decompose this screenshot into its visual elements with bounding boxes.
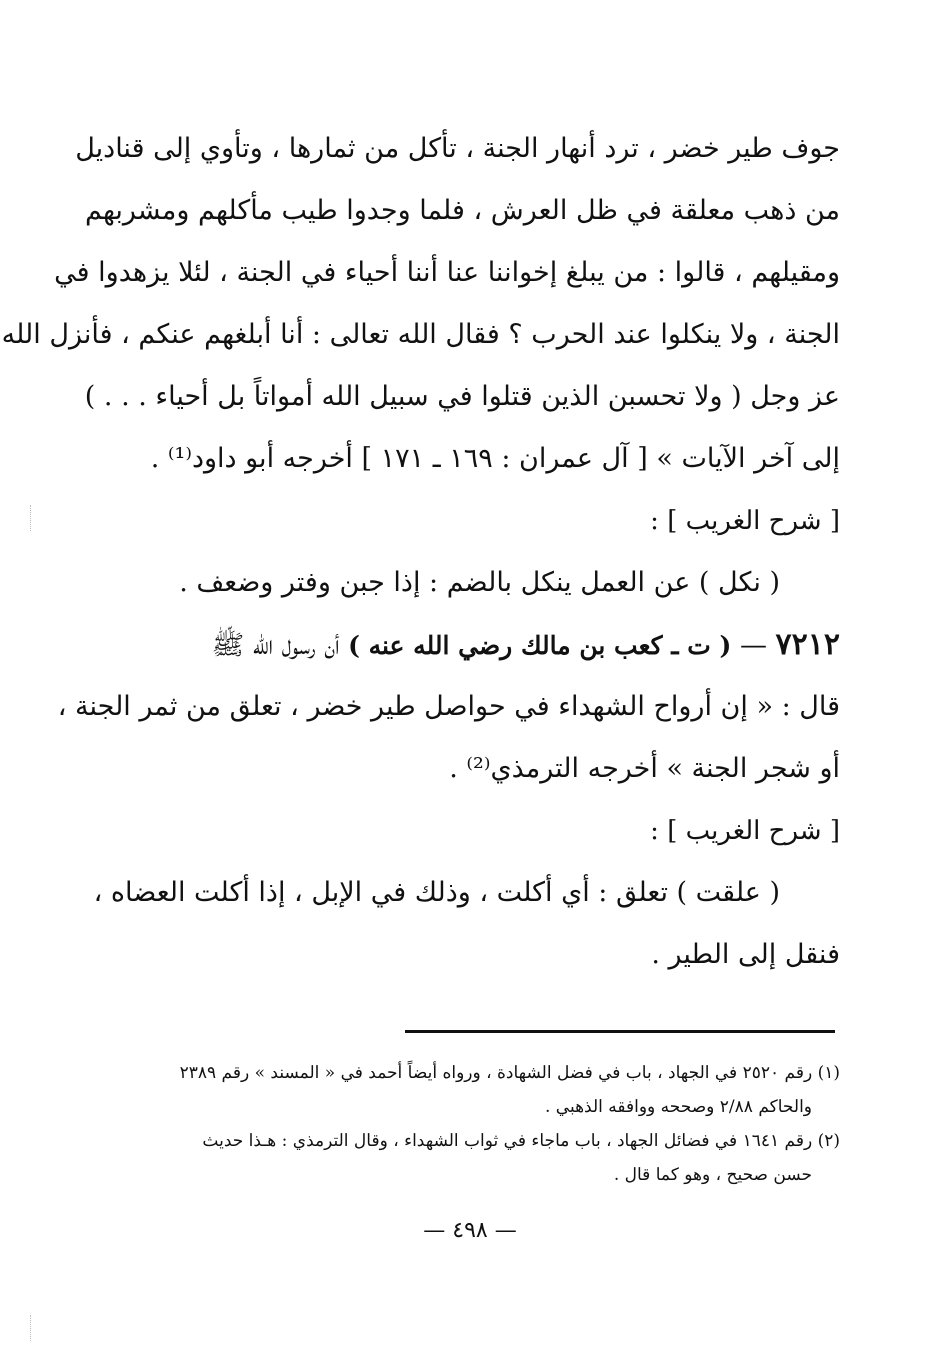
hadith-header [95,614,840,676]
glossary-entry-2-line-2: فنقل إلى الطير . [651,939,840,970]
margin-mark [30,505,31,531]
margin-mark [30,1315,31,1341]
footnote-1-line-1: (١) رقم ٢٥٢٠ في الجهاد ، باب في فضل الشهادة ، ورواه أيضاً أحمد في « المسند » رقم ٢٣٨٩ [179,1063,840,1083]
footnote-separator [405,1030,835,1033]
glossary-heading-1: [ شرح الغريب ] : [650,506,840,536]
hadith-intro: أن رسول الله ﷺ [211,630,340,661]
page-number: — ٤٩٨ — [423,1218,517,1243]
hadith-line-1: قال : « إن أرواح الشهداء في حواصل طير خضر ، تعلق من ثمر الجنة ، [57,691,840,722]
text-line-5: عز وجل ( ولا تحسبن الذين قتلوا في سبيل الله أمواتاً بل أحياء . . . ) [84,381,840,412]
hadith-line-2: أو شجر الجنة » أخرجه الترمذي⁽²⁾ . [449,753,840,784]
hadith-dash: — [739,630,767,661]
footnote-2-line-1: (٢) رقم ١٦٤١ في فضائل الجهاد ، باب ماجاء في ثواب الشهداء ، وقال الترمذي : هـذا حديث [202,1131,840,1151]
glossary-entry-1: ( نكل ) عن العمل ينكل بالضم : إذا جبن وفتر وضعف . [179,567,780,598]
glossary-heading-2: [ شرح الغريب ] : [650,816,840,846]
footnotes [95,1056,840,1192]
main-text [1,118,840,986]
text-line-2: من ذهب معلقة في ظل العرش ، فلما وجدوا طيب مأكلهم ومشربهم [84,195,840,226]
text-line-3: ومقيلهم ، قالوا : من يبلغ إخواننا عنا أننا أحياء في الجنة ، لئلا يزهدوا في [54,257,840,288]
text-line-1: جوف طير خضر ، ترد أنهار الجنة ، تأكل من ثمارها ، وتأوي إلى قناديل [75,133,840,164]
glossary-entry-2-line-1: ( علقت ) تعلق : أي أكلت ، وذلك في الإبل ، إذا أكلت العضاه ، [93,877,780,908]
hadith-number: ٧٢١٢ [775,627,840,662]
footnote-2-line-2: حسن صحيح ، وهو كما قال . [613,1165,812,1185]
hadith-narrator: ( ت ـ كعب بن مالك رضي الله عنه ) [348,631,732,660]
text-line-6: إلى آخر الآيات » [ آل عمران : ١٦٩ ـ ١٧١ ] أخرجه أبو داود⁽¹⁾ . [150,443,840,474]
text-line-4: الجنة ، ولا ينكلوا عند الحرب ؟ فقال الله تعالى : أنا أبلغهم عنكم ، فأنزل الله [1,319,840,350]
footnote-1-line-2: والحاكم ٢/٨٨ وصححه ووافقه الذهبي . [544,1097,812,1117]
